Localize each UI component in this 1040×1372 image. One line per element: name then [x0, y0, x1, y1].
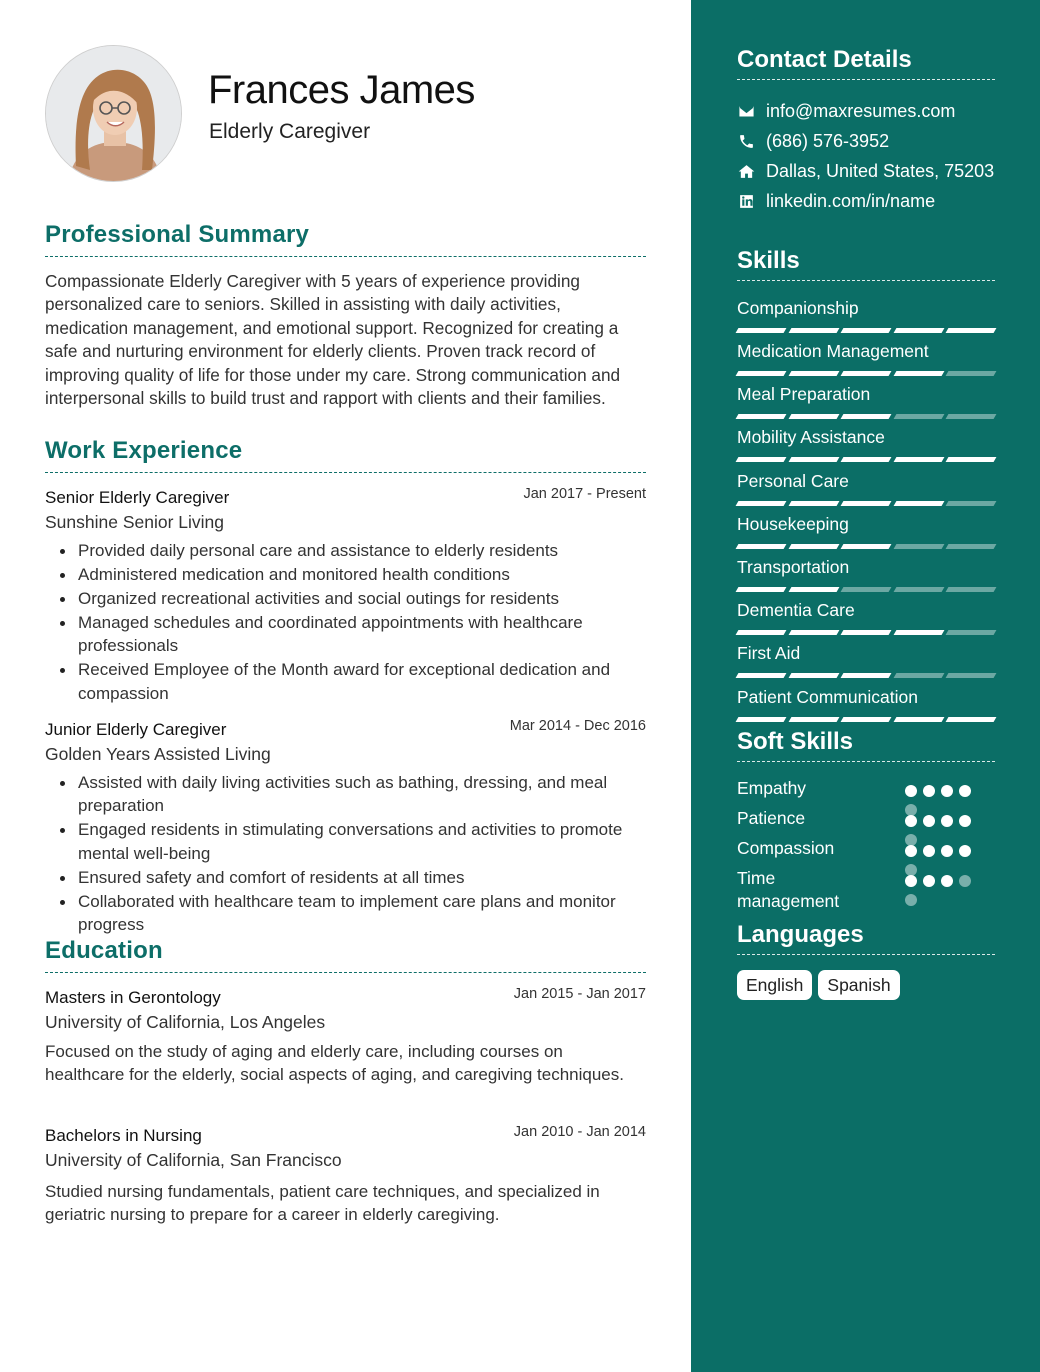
education-entry: [45, 986, 646, 1087]
skill-level-bars: [737, 544, 995, 549]
skill-bar-filled: [841, 544, 891, 549]
skill-bar-filled: [788, 717, 838, 722]
skill-bar-filled: [841, 328, 891, 333]
soft-skill-dots: [905, 845, 985, 876]
skill-bar-filled: [736, 717, 786, 722]
summary-text: Compassionate Elderly Caregiver with 5 years of experience providing personalized care to seniors. Skilled in assisting with daily activities, medication management, and emotional support. Recognized for creating a safe and nurturing environment for elderly clients. Proven track record of improving quality of life for those under my care. Strong communication and interpersonal skills to build trust and rapport with clients and their families.: [45, 271, 621, 409]
contact-address-text: Dallas, United States, 75203: [766, 160, 995, 181]
degree-title: Masters in Gerontology: [45, 988, 221, 1007]
job-organization: Sunshine Senior Living: [45, 512, 225, 532]
job-bullet: Assisted with daily living activities such as bathing, dressing, and meal preparation: [45, 771, 646, 818]
rating-dot-filled: [905, 875, 917, 887]
skill-bar-empty: [946, 414, 996, 419]
skill-item: [737, 470, 995, 506]
soft-skill-dots: [905, 875, 985, 906]
skill-name: Housekeeping: [737, 514, 849, 534]
skill-bar-filled: [736, 501, 786, 506]
skill-bar-empty: [946, 371, 996, 376]
candidate-role: Elderly Caregiver: [209, 120, 371, 143]
job-dates: Mar 2014 - Dec 2016: [509, 718, 646, 734]
soft-skill-dots: [905, 815, 985, 846]
skill-item: [737, 513, 995, 549]
skill-item: [737, 426, 995, 462]
soft-skill-name: Empathy: [737, 778, 807, 798]
skill-item: [737, 297, 995, 333]
skill-item: [737, 556, 995, 592]
skill-bar-filled: [788, 457, 838, 462]
home-icon: [737, 162, 755, 180]
avatar: [45, 45, 182, 182]
skill-item: [737, 340, 995, 376]
contact-email-text: info@maxresumes.com: [766, 100, 956, 121]
skill-level-bars: [737, 587, 995, 592]
profile-photo: [46, 46, 182, 182]
envelope-icon: [737, 102, 755, 120]
contact-linkedin[interactable]: [737, 190, 1007, 212]
contact-address: [737, 160, 1007, 182]
contact-phone[interactable]: [737, 130, 1007, 152]
skill-bar-filled: [736, 328, 786, 333]
skill-bar-filled: [841, 414, 891, 419]
skill-bar-filled: [841, 673, 891, 678]
skill-name: Transportation: [737, 557, 850, 577]
skill-bar-filled: [893, 457, 943, 462]
skill-item: [737, 383, 995, 419]
skill-bar-filled: [736, 630, 786, 635]
job-dates: Jan 2017 - Present: [523, 486, 646, 502]
rating-dot-filled: [905, 815, 917, 827]
skill-bar-filled: [893, 630, 943, 635]
rating-dot-filled: [941, 785, 953, 797]
skill-bar-filled: [841, 371, 891, 376]
contact-linkedin-text: linkedin.com/in/name: [766, 190, 936, 211]
skill-bar-filled: [893, 501, 943, 506]
job-bullet: Organized recreational activities and social outings for residents: [45, 587, 646, 610]
skill-level-bars: [737, 673, 995, 678]
job-bullet: Provided daily personal care and assistance to elderly residents: [45, 539, 646, 562]
skill-bar-empty: [893, 414, 943, 419]
skill-level-bars: [737, 717, 995, 722]
soft-skills-heading: Soft Skills: [737, 727, 995, 762]
job-title: Junior Elderly Caregiver: [45, 720, 227, 739]
skill-bar-filled: [736, 673, 786, 678]
job-bullets: [45, 539, 646, 705]
job-bullet: Collaborated with healthcare team to implement care plans and monitor progress: [45, 890, 646, 937]
soft-skill-dots: [905, 785, 985, 816]
skill-bar-filled: [946, 328, 996, 333]
skill-bar-filled: [893, 328, 943, 333]
sidebar: [691, 0, 1040, 1372]
skill-level-bars: [737, 328, 995, 333]
job-bullet: Managed schedules and coordinated appointments with healthcare professionals: [45, 611, 646, 658]
job-bullets: [45, 771, 646, 937]
skill-item: [737, 686, 995, 722]
skill-bar-filled: [788, 328, 838, 333]
skill-bar-filled: [788, 587, 838, 592]
rating-dot-filled: [905, 785, 917, 797]
education-description: Focused on the study of aging and elderly care, including courses on healthcare for the elderly, social aspects of aging, and caregiving techniques.: [45, 1042, 624, 1085]
skill-bar-filled: [893, 371, 943, 376]
rating-dot-filled: [923, 815, 935, 827]
skill-level-bars: [737, 501, 995, 506]
rating-dot-filled: [923, 785, 935, 797]
skill-level-bars: [737, 414, 995, 419]
contact-email[interactable]: [737, 100, 1007, 122]
rating-dot-filled: [941, 845, 953, 857]
candidate-name: Frances James: [208, 68, 475, 112]
soft-skill-name: Compassion: [737, 838, 835, 858]
skill-name: Medication Management: [737, 341, 929, 361]
skill-bar-empty: [946, 501, 996, 506]
education-description: Studied nursing fundamentals, patient care techniques, and specialized in geriatric nursing to prepare for a career in elderly caregiving.: [45, 1182, 600, 1225]
soft-skill-name: Time management: [737, 868, 840, 911]
language-tag: English: [737, 970, 812, 1000]
skill-item: [737, 599, 995, 635]
skill-bar-empty: [893, 673, 943, 678]
skill-bar-filled: [841, 501, 891, 506]
soft-skill-name: Patience: [737, 808, 806, 828]
language-tag: Spanish: [818, 970, 899, 1000]
skill-bar-filled: [946, 717, 996, 722]
rating-dot-filled: [959, 815, 971, 827]
languages-heading: Languages: [737, 920, 995, 955]
summary-heading: Professional Summary: [45, 220, 646, 257]
rating-dot-empty: [959, 875, 971, 887]
education-dates: Jan 2010 - Jan 2014: [513, 1124, 646, 1140]
skill-bar-empty: [893, 587, 943, 592]
skill-bar-empty: [946, 587, 996, 592]
job-entry: [45, 718, 646, 937]
skill-bar-empty: [946, 673, 996, 678]
phone-icon: [737, 132, 755, 150]
skill-name: Patient Communication: [737, 687, 918, 707]
rating-dot-filled: [941, 875, 953, 887]
skill-bar-filled: [788, 673, 838, 678]
job-bullet: Ensured safety and comfort of residents at all times: [45, 866, 646, 889]
school-name: University of California, Los Angeles: [45, 1012, 326, 1032]
languages-list: [737, 970, 900, 1000]
skill-bar-filled: [736, 457, 786, 462]
skill-bar-filled: [788, 630, 838, 635]
skill-bar-filled: [788, 414, 838, 419]
rating-dot-filled: [923, 845, 935, 857]
skill-name: First Aid: [737, 643, 801, 663]
skill-bar-empty: [893, 544, 943, 549]
job-organization: Golden Years Assisted Living: [45, 744, 271, 764]
education-entry: [45, 1124, 646, 1227]
rating-dot-filled: [923, 875, 935, 887]
job-bullet: Administered medication and monitored health conditions: [45, 563, 646, 586]
skill-bar-filled: [736, 414, 786, 419]
job-bullet: Engaged residents in stimulating conversations and activities to promote mental well-being: [45, 818, 646, 865]
skill-level-bars: [737, 457, 995, 462]
skill-bar-filled: [841, 717, 891, 722]
skill-item: [737, 642, 995, 678]
skill-bar-filled: [788, 371, 838, 376]
skill-bar-filled: [736, 587, 786, 592]
experience-heading: Work Experience: [45, 436, 646, 473]
degree-title: Bachelors in Nursing: [45, 1126, 202, 1145]
education-dates: Jan 2015 - Jan 2017: [513, 986, 646, 1002]
skill-level-bars: [737, 371, 995, 376]
school-name: University of California, San Francisco: [45, 1150, 342, 1170]
job-bullet: Received Employee of the Month award for exceptional dedication and compassion: [45, 658, 646, 705]
rating-dot-filled: [959, 785, 971, 797]
skill-level-bars: [737, 630, 995, 635]
rating-dot-filled: [959, 845, 971, 857]
job-entry: [45, 486, 646, 706]
skill-name: Companionship: [737, 298, 859, 318]
linkedin-icon: [737, 192, 755, 210]
contact-heading: Contact Details: [737, 45, 995, 80]
skill-name: Meal Preparation: [737, 384, 871, 404]
skill-bar-filled: [946, 457, 996, 462]
skill-name: Personal Care: [737, 471, 849, 491]
skill-bar-filled: [788, 544, 838, 549]
rating-dot-filled: [905, 845, 917, 857]
rating-dot-empty: [905, 894, 917, 906]
skill-bar-filled: [841, 457, 891, 462]
skill-bar-filled: [893, 717, 943, 722]
skill-name: Dementia Care: [737, 600, 855, 620]
skill-bar-empty: [841, 587, 891, 592]
skill-bar-filled: [788, 501, 838, 506]
job-title: Senior Elderly Caregiver: [45, 488, 230, 507]
rating-dot-filled: [941, 815, 953, 827]
skill-bar-filled: [736, 371, 786, 376]
education-heading: Education: [45, 936, 646, 973]
skill-bar-empty: [946, 544, 996, 549]
skill-bar-filled: [841, 630, 891, 635]
skills-heading: Skills: [737, 246, 995, 281]
skill-bar-empty: [946, 630, 996, 635]
skill-name: Mobility Assistance: [737, 427, 885, 447]
contact-phone-text: (686) 576-3952: [766, 130, 890, 151]
skill-bar-filled: [736, 544, 786, 549]
